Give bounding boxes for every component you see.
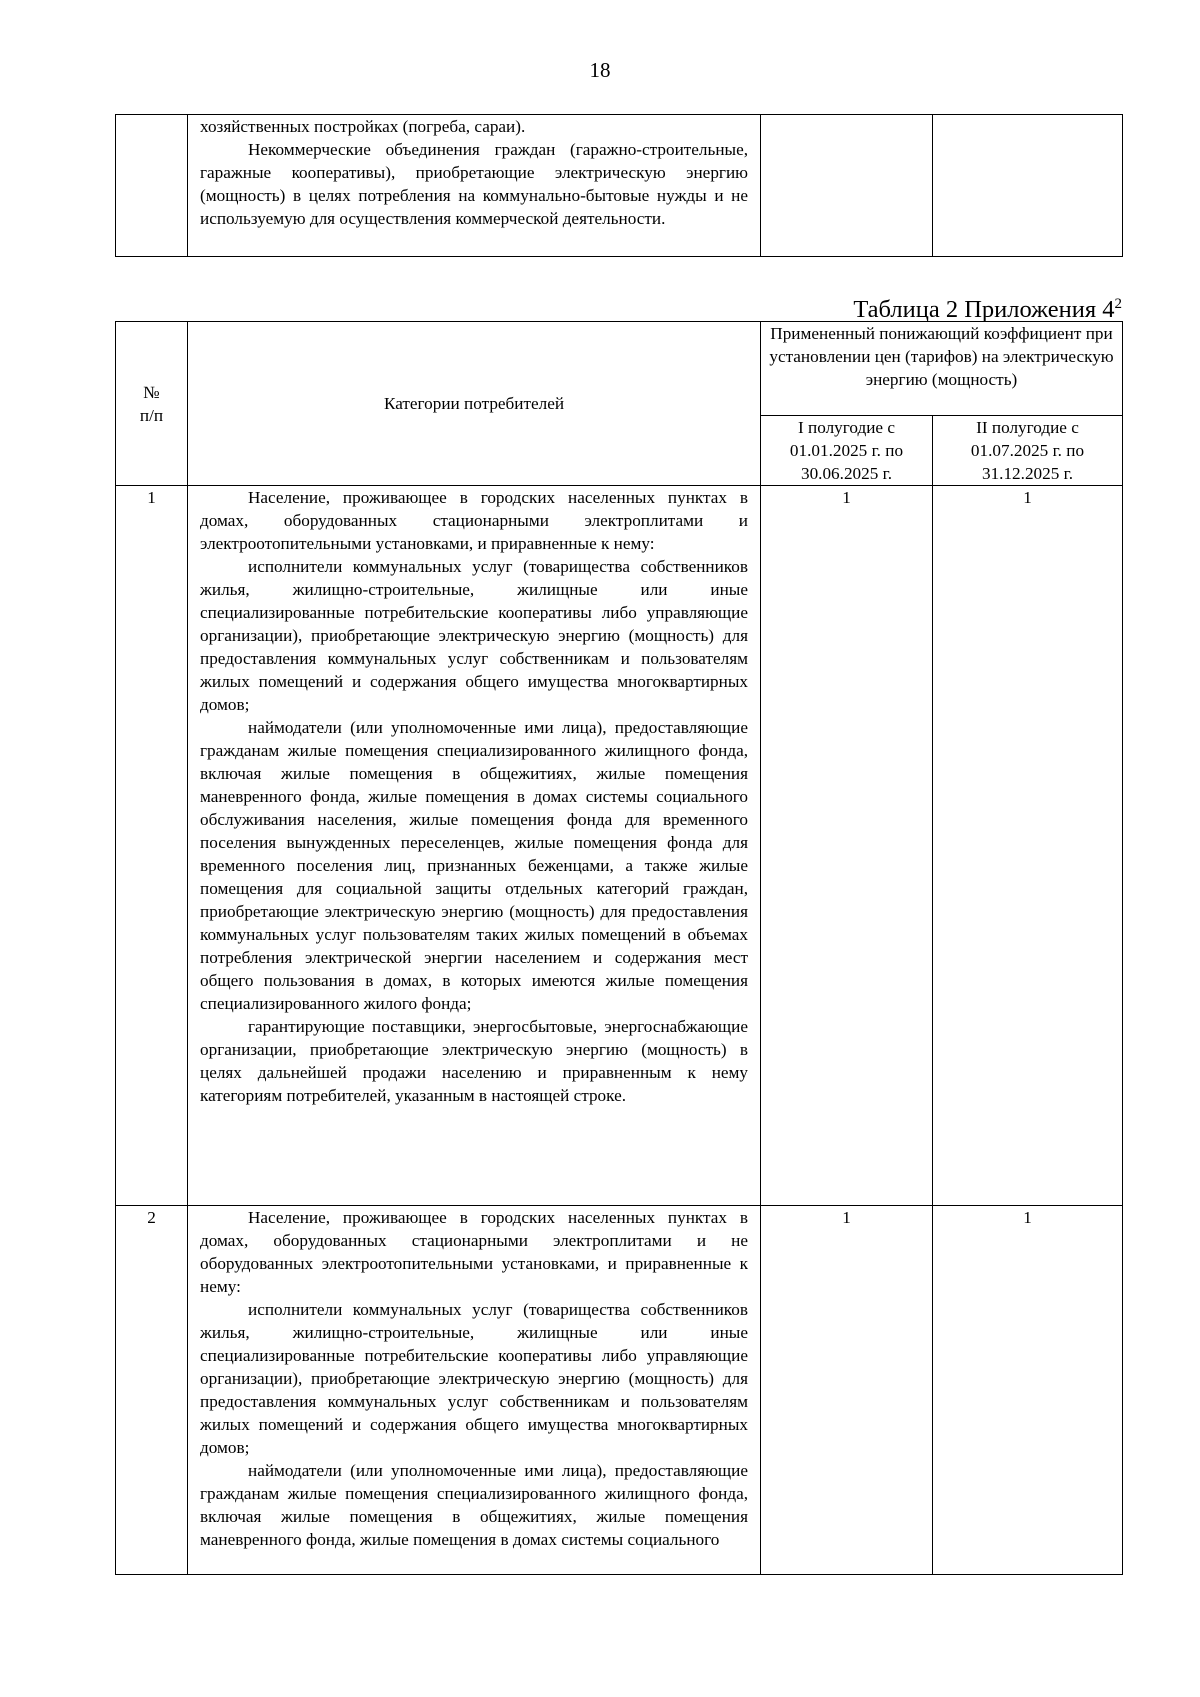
category-paragraph: Население, проживающее в городских населенных пунктах в домах, оборудованных стационарными электроплитами и не оборудованных электроотопительными установками, и приравненные к нему:	[200, 1208, 748, 1296]
category-paragraph: наймодатели (или уполномоченные ими лица), предоставляющие гражданам жилые помещения специализированного жилищного фонда, включая жилые помещения в общежитиях, жилые помещения маневренного фонда, жилые помещения в домах системы социального обслуживания населения, жилые помещения фонда для временного поселения вынужденных переселенцев, жилые помещения фонда для временного поселения лиц, признанных беженцами, а также жилые помещения для социальной защиты отдельных категорий граждан, приобретающие электрическую энергию (мощность) для предоставления коммунальных услуг пользователям таких жилых помещений в объемах потребления электрической энергии населением и содержания мест общего пользования в домах, в которых имеются жилые помещения специализированного жилого фонда;	[200, 718, 748, 1013]
coefficient-cell	[761, 115, 933, 257]
table-caption-text: Таблица 2 Приложения 4	[853, 296, 1115, 324]
category-cell	[188, 1206, 761, 1575]
num-cell	[116, 115, 188, 257]
category-paragraph: наймодатели (или уполномоченные ими лица), предоставляющие гражданам жилые помещения специализированного жилищного фонда, включая жилые помещения в общежитиях, жилые помещения маневренного фонда, жилые помещения в домах системы социального	[200, 1461, 748, 1549]
table-caption-superscript: 2	[1114, 296, 1122, 312]
table-caption	[853, 290, 1122, 324]
coefficient-value: 1	[761, 1206, 933, 1575]
category-paragraph: исполнители коммунальных услуг (товарищества собственников жилья, жилищно-строительные, жилищные или иные специализированные потребительские кооперативы либо управляющие организации), приобретающие электрическую энергию (мощность) для предоставления коммунальных услуг собственникам и пользователям жилых помещений и содержания общего имущества многоквартирных домов;	[200, 1300, 748, 1457]
header-coefficient: Примененный понижающий коэффициент при установлении цен (тарифов) на электрическую энергию (мощность)	[761, 322, 1123, 416]
header-period-1: I полугодие с 01.01.2025 г. по 30.06.2025 г.	[761, 416, 933, 486]
coefficient-value: 1	[761, 486, 933, 1206]
coefficient-value: 1	[933, 1206, 1123, 1575]
page-number: 18	[589, 58, 611, 82]
category-paragraph: хозяйственных постройках (погреба, сараи).	[200, 117, 526, 136]
tariff-coefficient-table	[115, 321, 1123, 1575]
category-paragraph: Некоммерческие объединения граждан (гаражно-строительные, гаражные кооперативы), приобретающие электрическую энергию (мощность) в целях потребления на коммунально-бытовые нужды и не используемую для осуществления коммерческой деятельности.	[200, 140, 748, 228]
header-num-abbrev: п/п	[139, 405, 164, 425]
header-num-symbol: №	[143, 382, 160, 402]
category-cell	[188, 486, 761, 1206]
category-cell	[188, 115, 761, 257]
continuation-table	[115, 114, 1123, 257]
table-row	[116, 1206, 1123, 1575]
table-row	[116, 115, 1123, 257]
header-num	[116, 322, 188, 486]
header-period-2: II полугодие с 01.07.2025 г. по 31.12.2025 г.	[933, 416, 1123, 486]
table-header-row	[116, 322, 1123, 416]
coefficient-cell	[933, 115, 1123, 257]
category-paragraph: исполнители коммунальных услуг (товарищества собственников жилья, жилищно-строительные, жилищные или иные специализированные потребительские кооперативы либо управляющие организации), приобретающие электрическую энергию (мощность) для предоставления коммунальных услуг собственникам и пользователям жилых помещений и содержания общего имущества многоквартирных домов;	[200, 557, 748, 714]
category-paragraph: Население, проживающее в городских населенных пунктах в домах, оборудованных стационарными электроплитами и электроотопительными установками, и приравненные к нему:	[200, 488, 748, 553]
coefficient-value: 1	[933, 486, 1123, 1206]
table-row	[116, 486, 1123, 1206]
row-num: 1	[116, 486, 188, 1206]
row-num: 2	[116, 1206, 188, 1575]
header-category: Категории потребителей	[188, 322, 761, 486]
category-paragraph: гарантирующие поставщики, энергосбытовые, энергоснабжающие организации, приобретающие электрическую энергию (мощность) в целях дальнейшей продажи населению и приравненным к нему категориям потребителей, указанным в настоящей строке.	[200, 1017, 748, 1105]
